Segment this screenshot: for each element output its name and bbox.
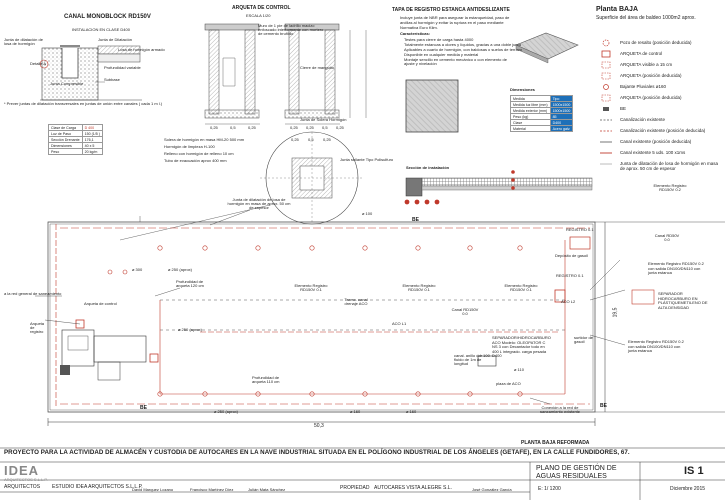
- label-deposito: Depósito de gasoil: [555, 253, 588, 258]
- arqueta-dim-2: 0,5: [230, 125, 236, 130]
- table-row: Sección Drenante 176,1: [49, 137, 103, 143]
- label-tramo: Tramo. canal drenaje ACO: [344, 297, 368, 306]
- foundation-label-1: Solera de hormigón en masa HM-20 500 mm: [164, 137, 245, 142]
- seccion-label: Sección de instalación: [406, 165, 450, 170]
- arqueta-plan-dim-1: 0,25: [291, 137, 299, 142]
- dim-right: 19,5: [612, 307, 619, 318]
- label-separador: SEPARADOR/HIDROCARBURO ACO Modelo: OLEOPATOR C NS 3 con Decantador todo en 400 L integrado. carga pesada D400: [492, 335, 551, 359]
- be-bottom-left: BE: [140, 405, 147, 411]
- label-aco-l1: ACO L1: [392, 321, 407, 326]
- name-3: Julián Mata Sánchez: [248, 487, 286, 492]
- label-canal-anillo: canal. anillo ddr 100 fluido de 1m de longitud: [454, 353, 490, 366]
- be-top: BE: [412, 217, 419, 223]
- label-elemento-r150-3: Elemento Registro RD150V 0.2 con salida DN100/DN110 con junta estanca: [628, 339, 684, 354]
- fecha: Diciembre 2015: [670, 486, 706, 492]
- table-row: Medida luz libre (mm) 1500x1500: [511, 102, 573, 108]
- label-d100: ø 100: [362, 211, 373, 216]
- dash-line-icon: [600, 116, 612, 124]
- label-conexion: Conexión a la red de saneamiento existente: [539, 405, 581, 414]
- junta-sellante-label: Junta sellante Tipo Polisulfuro: [340, 157, 394, 162]
- label-d160-b: ø 160: [406, 409, 417, 414]
- foundation-label-3: Relleno con hormigón de relleno 10 cm: [164, 151, 234, 156]
- tapa-feature-1: Testes para cierre de carga hasta 4000: [404, 37, 474, 42]
- canal-label-subbase: Subbase: [104, 77, 120, 82]
- square-dash-icon: [600, 94, 612, 102]
- tapa-feature-4: Disponible en cualquier medida y material: [404, 52, 479, 57]
- label-aco-l2: ACO L2: [561, 299, 576, 304]
- arqueta-section-detail: [205, 24, 366, 124]
- table-row: Medida exterior (mm) 1500x1500: [511, 108, 573, 114]
- canal-label-junta: Junta de dilatación de losa de hormigón: [4, 37, 43, 46]
- planta-reformada: PLANTA BAJA REFORMADA: [521, 440, 590, 446]
- table-row: Clase de Carga D 400: [49, 125, 103, 131]
- label-canal-rd: Canal RD150V 0.0: [451, 307, 479, 316]
- dim-table-head: Dimensiones: [510, 87, 535, 92]
- square-icon: [600, 50, 612, 58]
- canal-subtitle: INSTALACION EN CLASE D400: [72, 27, 130, 32]
- arqueta-dim-3: 0,25: [248, 125, 256, 130]
- label-elemento-1: Elemento Registro RD150V 0.1: [294, 283, 328, 292]
- dimensions-table: [510, 95, 573, 132]
- tapa-text: Incluye junta de NBR para asegurar la estanqueidad, paso de arcillas al hormigón y evitar la ruptura en el paso mediante Normativa Euro Klim.: [400, 15, 510, 30]
- canal-label-profundidad: Profundidad variable: [104, 65, 141, 70]
- table-row: Clase D400: [511, 120, 573, 126]
- table-row: Medida Tipo: [511, 96, 573, 102]
- tapa-title: TAPA DE REGISTRO ESTANCA ANTIDESLIZANTE: [392, 7, 510, 13]
- header-superficie: Superficie del área de baldeo 1000m2 aprox.: [596, 15, 696, 21]
- tapa-feature-0: Características:: [400, 31, 431, 36]
- label-elemento-r150: Elemento Registro RD150V 0.2: [653, 183, 687, 192]
- tapa-feature-2: Totalmente estancas a olores y líquidos, gracias a una doble junta: [404, 42, 521, 47]
- label-elemento-2: Elemento Registro RD150V 0.1: [402, 283, 436, 292]
- label-profundidad-bottom: Profundidad de arqueta 110 cm: [252, 375, 280, 384]
- canal-label-detalle: Detalle A: [30, 61, 47, 66]
- red-line-icon: [600, 149, 612, 157]
- label-registro-01: REGISTRO 0.1: [566, 227, 594, 232]
- canal-label-compresible: Junta Compresible: [50, 81, 84, 86]
- table-row: Peso 20 kg/m: [49, 149, 103, 155]
- label-plaza: plaza de ACO: [496, 381, 521, 386]
- arquitectos: ESTUDIO IDEA ARQUITECTOS S.L.L.P.: [52, 484, 143, 490]
- arqueta-dim-1: 0,25: [210, 125, 218, 130]
- arquitectos-label: ARQUITECTOS: [4, 484, 41, 490]
- square-dash-icon: [600, 61, 612, 69]
- canal-section-detail: [40, 46, 142, 100]
- label-red-general: a la red general de saneamiento: [4, 291, 62, 296]
- label-d250-a: ø 250 (aprox): [168, 267, 193, 272]
- table-row: Peso (kg) 85: [511, 114, 573, 120]
- arqueta-plan-dim-3: 0,25: [323, 137, 331, 142]
- label-elemento-r150-2: Elemento Registro RD150V 0.2 con salida DN100/DN110 con junta estanca: [648, 261, 704, 276]
- label-arqueta-registro: Arqueta de registro: [30, 321, 45, 334]
- canal-note: * Prever juntas de dilatación transversales en juntas de unión entre canales ( cada 1 m l.): [4, 101, 163, 106]
- foundation-label-2: Hormigón de limpieza H-100: [164, 144, 215, 149]
- thin-line-icon: [600, 160, 612, 168]
- logo-sub: ARQUITECTOS S.L.L.P.: [4, 477, 48, 482]
- label-surtidor: surtidor de gasoil: [574, 335, 593, 344]
- be-icon: [600, 105, 612, 113]
- propiedad-label: PROPIEDAD: [340, 485, 370, 491]
- plano-title: PLANO DE GESTIÓN DE AGUAS RESIDUALES: [536, 465, 617, 480]
- label-d300: ø 300: [132, 267, 143, 272]
- foundation-label-4: Tubo de evacuación aprox 400 mm: [164, 158, 227, 163]
- table-row: Dimensiones 40 x 5: [49, 143, 103, 149]
- label-registro-02: REGISTRO 0.1: [556, 273, 584, 278]
- canal-title: CANAL MONOBLOCK RD150V: [64, 14, 151, 20]
- name-2: Francisco Martínez Díez: [190, 487, 234, 492]
- ingeniero: José González García: [472, 487, 512, 492]
- arqueta-scale: ESCALA 1/20: [246, 13, 271, 18]
- floor-plan: [35, 210, 725, 426]
- arqueta-dim-7: 0,25: [336, 125, 344, 130]
- dash-line-icon: [600, 127, 612, 135]
- table-row: Luz de Paso 150 (1/5 ): [49, 131, 103, 137]
- label-arqueta-control: Arqueta de control: [84, 301, 117, 306]
- propiedad: AUTOCARES VISTA ALEGRE S.L.: [374, 485, 452, 491]
- dim-total: 50,3: [314, 423, 324, 429]
- arqueta-plan-dim-2: 0,5: [308, 137, 314, 142]
- label-canal-rd50: Canal RD50V 0.0: [654, 233, 680, 242]
- square-dash-icon: [600, 72, 612, 80]
- arqueta-dim-5: 0,25: [306, 125, 314, 130]
- label-profundidad: Profundidad de arqueta 120 cm: [176, 279, 204, 288]
- arqueta-label-manguito: Cierre de manguito: [300, 65, 335, 70]
- logo: IDEA: [4, 463, 40, 478]
- label-d250-b: ø 250 (aprox): [178, 327, 203, 332]
- table-row: Material Acero galv.: [511, 126, 573, 132]
- arqueta-label-solera: Junta de Solera Hormigón: [300, 117, 347, 122]
- clase-table: [48, 124, 103, 155]
- project-title: PROYECTO PARA LA ACTIVIDAD DE ALMACÉN Y CUSTODIA DE AUTOCARES EN LA NAVE INDUSTRIAL SITUADA EN EL POLÍGONO INDUSTRIAL DE LOS ÁNGELES (GETAFE), EN LA CALLE FUNDIDORES, 67.: [4, 449, 630, 456]
- name-1: David Marquez Lozano: [132, 487, 174, 492]
- label-separador-r: SEPARADOR HIDROCARBURO EN PLÁSTIQUEMETILENO DE ALTA DENSIDAD: [658, 291, 708, 310]
- sheet-number: IS 1: [684, 465, 704, 477]
- arqueta-title: ARQUETA DE CONTROL: [232, 5, 291, 11]
- manhole-icon: [600, 39, 612, 47]
- arqueta-dim-6: 0,5: [322, 125, 328, 130]
- header-planta: Planta BAJA: [596, 6, 639, 13]
- label-d250-c: ø 250 (aprox): [214, 409, 239, 414]
- tapa-feature-5: Montaje sencillo en cemento mecánico o con elemento de ajuste y nivelación: [404, 57, 507, 66]
- label-d160-a: ø 160: [350, 409, 361, 414]
- solid-line-icon: [600, 138, 612, 146]
- label-d110: ø 110: [514, 367, 524, 372]
- tapa-feature-3: Aplicables a cuarto de hormigón, con baldosas o suelos de terrazo: [404, 47, 523, 52]
- arqueta-dim-4: 0,25: [290, 125, 298, 130]
- escala: E: 1/ 1200: [538, 486, 561, 492]
- circle-icon: [600, 83, 612, 91]
- canal-label-losa: Losa de hormigón armado: [118, 47, 165, 52]
- junta-note: Junta de dilatación de losa de hormigón en masa de aprox. 50 cm de espesor: [227, 197, 291, 210]
- label-elemento-3: Elemento Registro RD150V 0.1: [504, 283, 538, 292]
- arqueta-label-muro: Muro de 1 pie de ladrillo macizo enfoscado interiormente con mortero de cemento bruñido: [258, 23, 324, 36]
- canal-label-junta2: Junta de Dilatación: [98, 37, 133, 42]
- be-bottom-right: BE: [600, 403, 607, 409]
